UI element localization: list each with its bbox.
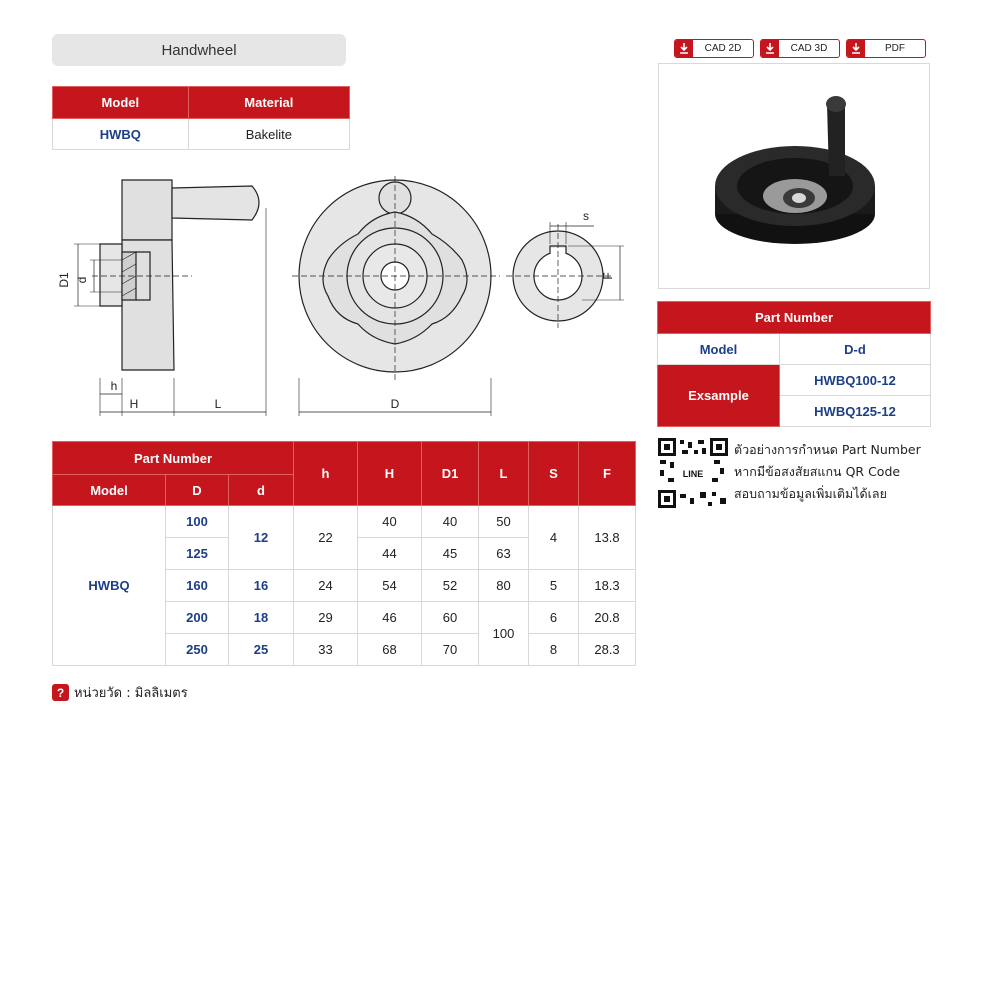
spec-L: 63 [479, 538, 529, 570]
spec-d: 16 [229, 570, 294, 602]
dim-H-label: H [129, 397, 139, 411]
qr-note-line-3: สอบถามข้อมูลเพิ่มเติมได้เลย [734, 486, 887, 501]
material-header-model: Model [53, 87, 189, 119]
spec-header-L: L [479, 442, 529, 506]
spec-header-h: h [294, 442, 358, 506]
material-model-value: HWBQ [53, 119, 189, 150]
spec-header-S: S [529, 442, 579, 506]
pn-box-title: Part Number [658, 302, 931, 334]
spec-d: 18 [229, 602, 294, 634]
spec-D1: 45 [422, 538, 479, 570]
spec-H: 46 [358, 602, 422, 634]
spec-group-header: Part Number [53, 442, 294, 475]
spec-L: 100 [479, 602, 529, 666]
dim-L-label: L [214, 397, 222, 411]
dim-s-label: s [583, 209, 589, 223]
spec-header-D1: D1 [422, 442, 479, 506]
download-buttons [674, 39, 926, 58]
cad-3d-label: CAD 3D [790, 43, 828, 54]
dim-d-label: d [75, 276, 89, 284]
download-icon [675, 40, 693, 57]
product-photo [658, 63, 930, 289]
pn-box-dd-header: D-d [780, 334, 931, 365]
spec-header-d: d [229, 475, 294, 506]
line-qr-code [658, 438, 728, 508]
spec-F: 18.3 [579, 570, 636, 602]
qr-note-text [734, 439, 921, 505]
spec-d: 25 [229, 634, 294, 666]
material-header-material: Material [188, 87, 349, 119]
material-value: Bakelite [188, 119, 349, 150]
spec-F: 13.8 [579, 506, 636, 570]
spec-S: 4 [529, 506, 579, 570]
spec-model: HWBQ [53, 506, 166, 666]
pdf-button[interactable] [846, 39, 926, 58]
spec-h: 33 [294, 634, 358, 666]
spec-h: 29 [294, 602, 358, 634]
spec-d: 12 [229, 506, 294, 570]
spec-F: 20.8 [579, 602, 636, 634]
technical-drawing [52, 168, 642, 430]
qr-note-line-1: ตัวอย่างการกำหนด Part Number [734, 442, 921, 457]
material-table [52, 86, 350, 150]
spec-header-model: Model [53, 475, 166, 506]
spec-L: 80 [479, 570, 529, 602]
spec-h: 22 [294, 506, 358, 570]
spec-header-F: F [579, 442, 636, 506]
qr-line-label: LINE [682, 469, 704, 479]
part-number-example-table [657, 301, 931, 427]
spec-D: 125 [166, 538, 229, 570]
table-row [53, 506, 636, 538]
spec-H: 40 [358, 506, 422, 538]
pn-example-2: HWBQ125-12 [780, 396, 931, 427]
spec-D: 160 [166, 570, 229, 602]
cad-2d-button[interactable] [674, 39, 754, 58]
spec-header-D: D [166, 475, 229, 506]
question-icon: ? [52, 684, 69, 701]
spec-H: 54 [358, 570, 422, 602]
spec-H: 44 [358, 538, 422, 570]
unit-note [52, 682, 188, 703]
spec-D: 200 [166, 602, 229, 634]
page-title: Handwheel [52, 34, 346, 66]
spec-D1: 60 [422, 602, 479, 634]
download-icon [761, 40, 779, 57]
pn-box-model-header: Model [658, 334, 780, 365]
cad-2d-label: CAD 2D [704, 43, 742, 54]
dim-F-label: F [601, 272, 615, 280]
spec-header-H: H [358, 442, 422, 506]
dim-h-label: h [110, 379, 118, 393]
spec-F: 28.3 [579, 634, 636, 666]
spec-D: 100 [166, 506, 229, 538]
spec-h: 24 [294, 570, 358, 602]
download-icon [847, 40, 865, 57]
pn-box-example-label: Exsample [658, 365, 780, 427]
spec-L: 50 [479, 506, 529, 538]
dim-D-label: D [390, 397, 400, 411]
spec-table [52, 441, 636, 666]
spec-H: 68 [358, 634, 422, 666]
spec-D1: 70 [422, 634, 479, 666]
spec-S: 5 [529, 570, 579, 602]
pn-example-1: HWBQ100-12 [780, 365, 931, 396]
spec-D: 250 [166, 634, 229, 666]
spec-D1: 40 [422, 506, 479, 538]
spec-S: 6 [529, 602, 579, 634]
spec-D1: 52 [422, 570, 479, 602]
dim-D1-label: D1 [57, 272, 71, 288]
unit-note-text: หน่วยวัด : มิลลิเมตร [74, 686, 188, 701]
spec-S: 8 [529, 634, 579, 666]
qr-note-line-2: หากมีข้อสงสัยสแกน QR Code [734, 464, 901, 479]
cad-3d-button[interactable] [760, 39, 840, 58]
pdf-label: PDF [885, 43, 905, 54]
